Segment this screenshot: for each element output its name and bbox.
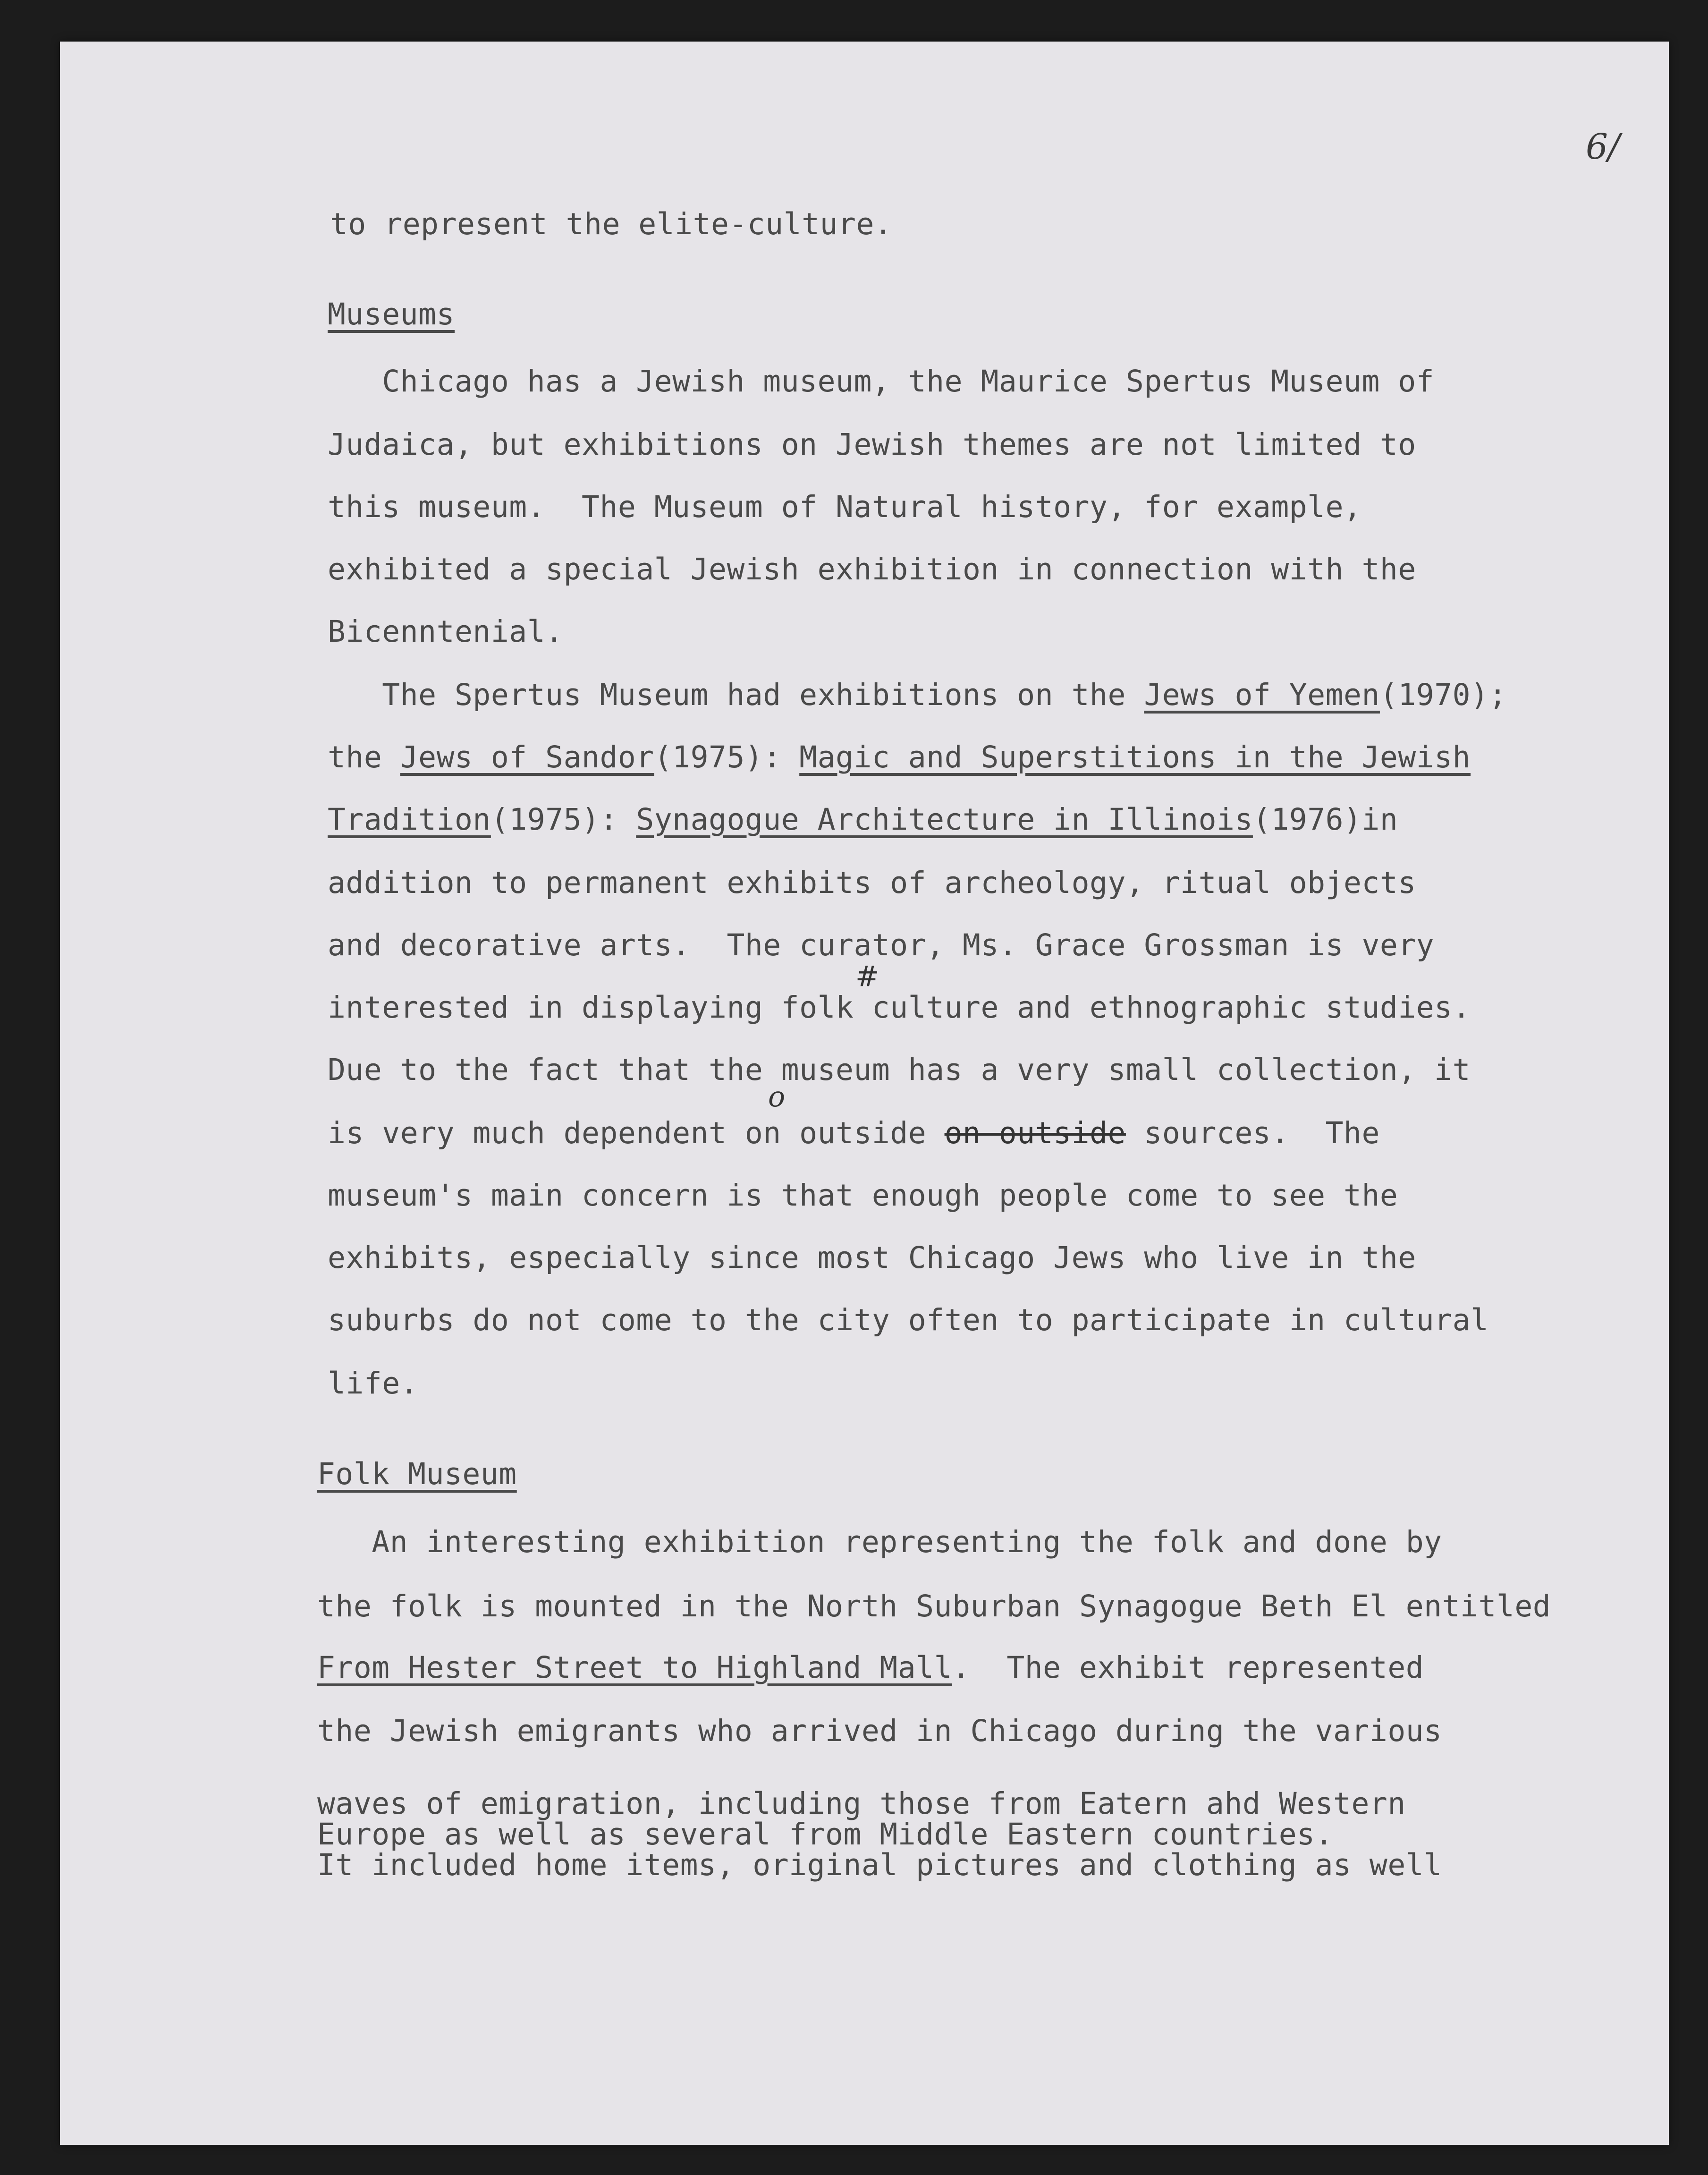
underlined-title: Jews of Yemen <box>1144 678 1380 712</box>
underlined-title: From Hester Street to Highland Mall <box>317 1650 953 1685</box>
text-segment: the <box>328 740 400 774</box>
underlined-title: Synagogue Architecture in Illinois <box>636 802 1253 837</box>
text-line: this museum. The Museum of Natural history, for example, <box>328 490 1362 524</box>
text-line: Europe as well as several from Middle Eastern countries. <box>317 1817 1334 1852</box>
text-line: It included home items, original pictures and clothing as well <box>317 1848 1442 1882</box>
text-line: Due to the fact that the museum has a very small collection, it <box>328 1053 1471 1087</box>
text-line <box>328 802 1398 837</box>
text-line: life. <box>328 1366 419 1401</box>
text-line: the folk is mounted in the North Suburban Synagogue Beth El entitled <box>317 1589 1551 1623</box>
text-segment: (1970); <box>1379 678 1507 712</box>
text-segment: is very much dependent on outside <box>328 1116 945 1150</box>
handwritten-insert-mark: # <box>855 960 879 993</box>
section-heading-museums: Museums <box>328 297 455 331</box>
text-segment: (1976)in <box>1252 802 1398 837</box>
text-line: Judaica, but exhibitions on Jewish themes are not limited to <box>328 427 1416 462</box>
text-segment: (1975): <box>654 740 800 774</box>
text-line: museum's main concern is that enough people come to see the <box>328 1178 1398 1213</box>
text-line: exhibits, especially since most Chicago Jews who live in the <box>328 1240 1416 1275</box>
text-line <box>317 1650 1424 1685</box>
struck-text: on outside <box>944 1116 1126 1150</box>
document-page <box>60 42 1669 2145</box>
text-segment: sources. The <box>1125 1116 1380 1150</box>
text-line: addition to permanent exhibits of archeology, ritual objects <box>328 866 1416 900</box>
text-segment: . The exhibit represented <box>952 1650 1424 1685</box>
underlined-title: Tradition <box>328 802 491 837</box>
text-line: interested in displaying folk culture and ethnographic studies. <box>328 990 1471 1025</box>
handwritten-correction-mark: o <box>768 1080 786 1113</box>
underlined-title: Jews of Sandor <box>400 740 654 774</box>
text-line: to represent the elite-culture. <box>330 207 893 241</box>
text-line: the Jewish emigrants who arrived in Chicago during the various <box>317 1714 1442 1748</box>
text-line: exhibited a special Jewish exhibition in connection with the <box>328 552 1416 586</box>
section-heading-folk-museum: Folk Museum <box>317 1457 517 1491</box>
text-line: and decorative arts. The curator, Ms. Grace Grossman is very <box>328 928 1435 962</box>
text-line: Bicenntenial. <box>328 614 564 649</box>
text-line <box>328 680 1507 710</box>
text-segment: The Spertus Museum had exhibitions on the <box>328 678 1144 712</box>
text-line <box>328 1118 1380 1148</box>
underlined-title: Magic and Superstitions in the Jewish <box>799 740 1471 774</box>
text-segment: (1975): <box>490 802 636 837</box>
text-line: Chicago has a Jewish museum, the Maurice Spertus Museum of <box>328 364 1435 399</box>
page-number: 6/ <box>1586 127 1620 167</box>
text-line: suburbs do not come to the city often to participate in cultural <box>328 1303 1489 1337</box>
text-line: An interesting exhibition representing the folk and done by <box>317 1525 1442 1559</box>
text-line: waves of emigration, including those from Eatern ahd Western <box>317 1786 1406 1821</box>
text-line <box>328 742 1471 772</box>
